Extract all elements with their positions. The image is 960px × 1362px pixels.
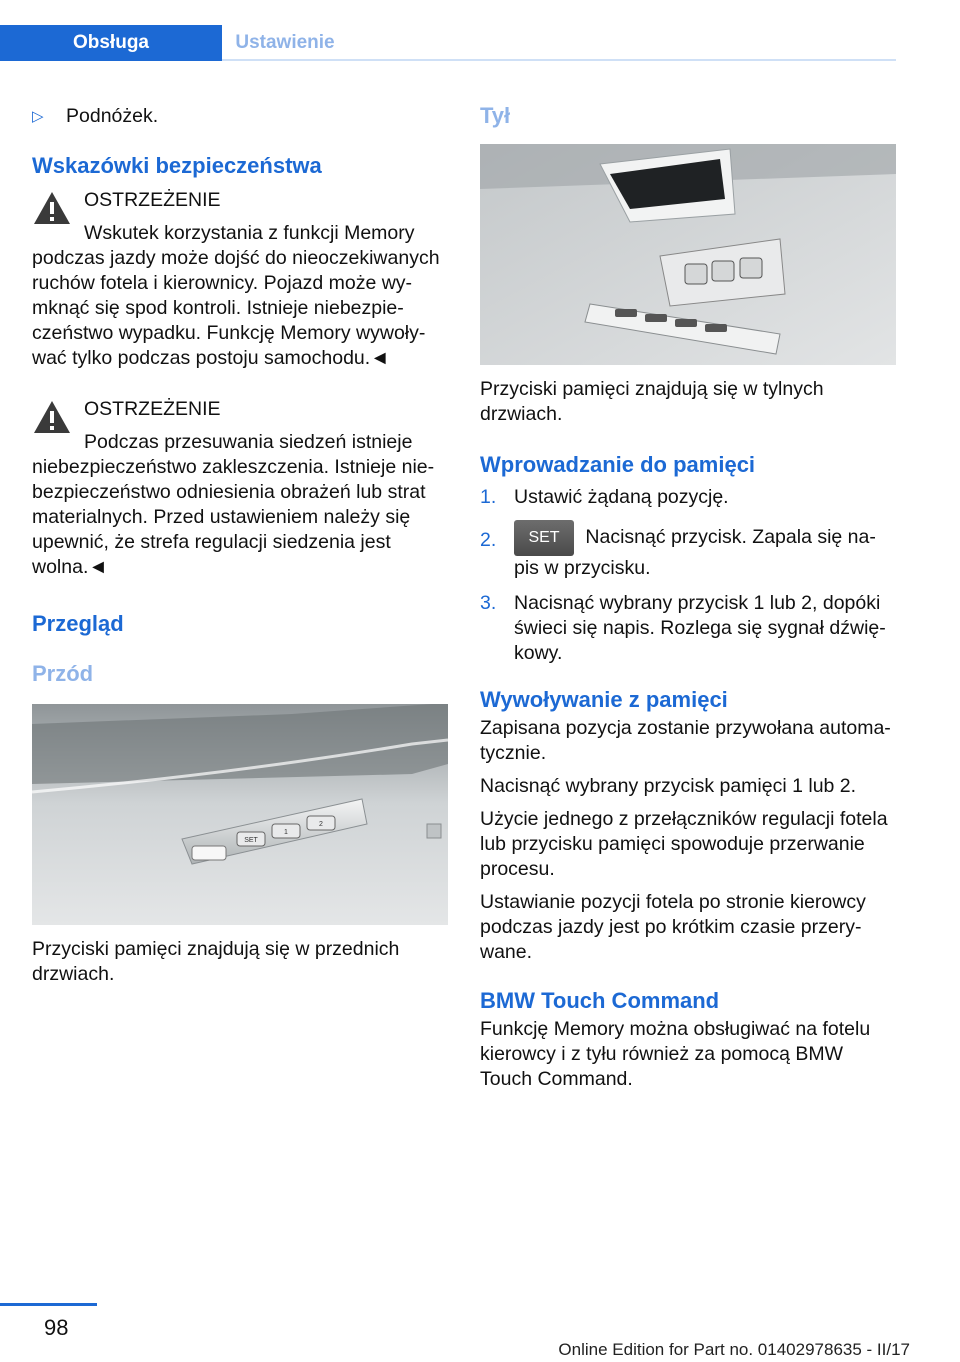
footer-rule	[0, 1303, 97, 1306]
right-column	[480, 100, 896, 1092]
warning-triangle-icon	[32, 399, 72, 435]
step-text: Nacisnąć wybrany przycisk 1 lub 2, dopóki świeci się napis. Rozlega się sygnał dźwię-kowy.	[514, 592, 886, 664]
step-number: 2.	[480, 529, 497, 551]
front-heading: Przód	[32, 661, 94, 686]
recall-paragraph: Ustawianie pozycji fotela po stronie kierowcy podczas jazdy jest po krótkim czasie przery-wane.	[480, 891, 866, 963]
warning-body: Wskutek korzystania z funkcji Memory podczas jazdy może dojść do nieoczekiwanych ruchów fotela i kierownicy. Pojazd może wy-mknąć się spod kontroli. Istnieje niebezpie-czeństwo wypadku. Funkcję Memory wywoły-wać tylko podczas postoju samochodu.◄	[32, 222, 440, 369]
set-button-icon: SET	[514, 520, 574, 556]
left-column	[32, 100, 448, 987]
safety-heading: Wskazówki bezpieczeństwa	[32, 153, 322, 178]
tab-divider	[222, 59, 896, 61]
front-caption: Przyciski pamięci znajdują się w przednich drzwiach.	[32, 938, 400, 985]
photo-set-label: SET	[244, 837, 258, 844]
triangle-bullet-icon: ▷	[32, 107, 44, 125]
step-number: 1.	[480, 486, 497, 508]
chapter-tabs	[0, 25, 896, 61]
bullet-item	[32, 100, 448, 132]
bullet-text: Podnóżek.	[66, 104, 159, 127]
edition-text: Online Edition for Part no. 01402978635 - II/17	[558, 1340, 910, 1359]
rear-caption: Przyciski pamięci znajdują się w tylnych drzwiach.	[480, 378, 824, 425]
warning-body: Podczas przesuwania siedzeń istnieje niebezpieczeństwo zakleszczenia. Istnieje nie-bezpieczeństwo odniesienia obrażeń lub strat materialnych. Przed ustawieniem należy się upewnić, że strefa regulacji siedzenia jest wolna.◄	[32, 431, 435, 578]
photo-memory-2-label: 2	[319, 821, 323, 828]
warning-title: OSTRZEŻENIE	[84, 189, 221, 211]
recall-heading: Wywoływanie z pamięci	[480, 687, 728, 712]
tab-obsluga[interactable]: Obsługa	[0, 25, 222, 61]
step-text: Nacisnąć przycisk. Zapala się na-pis w przycisku.	[514, 526, 876, 579]
recall-paragraph: Użycie jednego z przełączników regulacji fotela lub przycisku pamięci spowoduje przerwanie procesu.	[480, 808, 888, 880]
warning-1	[32, 188, 448, 371]
touch-command-heading: BMW Touch Command	[480, 988, 720, 1013]
warning-title: OSTRZEŻENIE	[84, 398, 221, 420]
recall-paragraph: Zapisana pozycja zostanie przywołana automa-tycznie.	[480, 717, 891, 764]
rear-door-photo	[480, 144, 896, 365]
warning-triangle-icon	[32, 190, 72, 226]
memory-heading: Wprowadzanie do pamięci	[480, 452, 756, 477]
list-item	[480, 591, 896, 666]
warning-2	[32, 397, 448, 580]
recall-paragraph: Nacisnąć wybrany przycisk pamięci 1 lub 2.	[480, 775, 857, 797]
overview-heading: Przegląd	[32, 611, 124, 636]
memory-steps	[480, 485, 896, 666]
photo-memory-1-label: 1	[284, 829, 288, 836]
page-number: 98	[44, 1315, 69, 1340]
list-item	[480, 485, 896, 510]
step-number: 3.	[480, 592, 497, 614]
tab-ustawienie[interactable]: Ustawienie	[235, 32, 335, 53]
touch-command-paragraph: Funkcję Memory można obsługiwać na fotelu kierowcy i z tyłu również za pomocą BMW Touch Command.	[480, 1018, 871, 1090]
rear-heading: Tył	[480, 103, 511, 128]
front-door-photo	[32, 704, 448, 925]
list-item	[480, 520, 896, 581]
step-text: Ustawić żądaną pozycję.	[514, 486, 729, 508]
